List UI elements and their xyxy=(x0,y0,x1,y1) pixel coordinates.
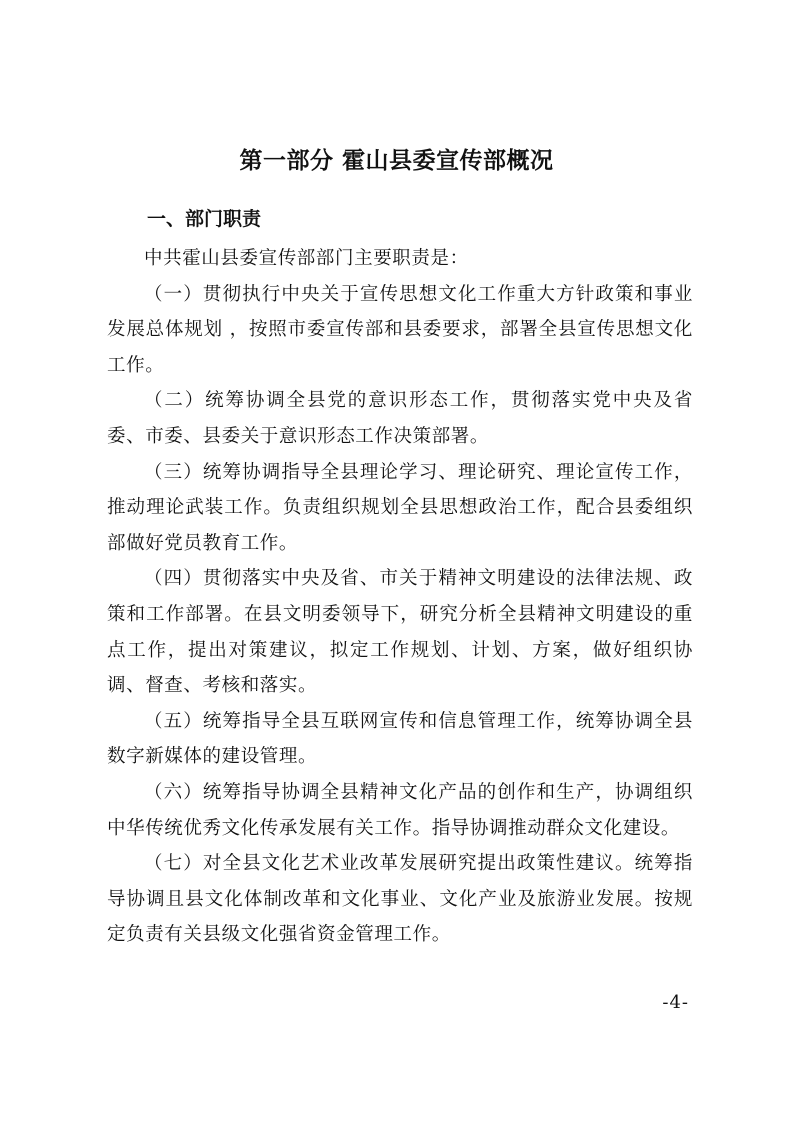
body-text xyxy=(107,241,693,953)
paragraph-duty-2: （二）统筹协调全县党的意识形态工作，贯彻落实党中央及省委、市委、县委关于意识形态工作决策部署。 xyxy=(107,390,693,447)
paragraph-intro: 中共霍山县委宣传部部门主要职责是： xyxy=(144,248,469,269)
document-title: 第一部分 霍山县委宣传部概况 xyxy=(239,147,554,174)
page-number: -4- xyxy=(662,992,689,1013)
paragraph-duty-5: （五）统筹指导全县互联网宣传和信息管理工作，统筹协调全县数字新媒体的建设管理。 xyxy=(107,710,693,768)
paragraph-duty-7: （七）对全县文化艺术业改革发展研究提出政策性建议。统筹指导协调且县文化体制改革和文化事业、文化产业及旅游业发展。按规定负责有关县级文化强省资金管理工作。 xyxy=(107,853,693,946)
paragraph-duty-6: （六）统筹指导协调全县精神文化产品的创作和生产，协调组织中华传统优秀文化传承发展有关工作。指导协调推动群众文化建设。 xyxy=(107,781,693,839)
paragraph-duty-1: （一）贯彻执行中央关于宣传思想文化工作重大方针政策和事业发展总体规划 ，按照市委宣传部和县委要求，部署全县宣传思想文化工作。 xyxy=(107,283,693,376)
paragraph-duty-4: （四）贯彻落实中央及省、市关于精神文明建设的法律法规、政策和工作部署。在县文明委领导下，研究分析全县精神文明建设的重点工作，提出对策建议，拟定工作规划、计划、方案，做好组织协调、督查、考核和落实。 xyxy=(107,568,693,697)
paragraph-duty-3: （三）统筹协调指导全县理论学习、理论研究、理论宣传工作，推动理论武装工作。负责组织规划全县思想政治工作，配合县委组织部做好党员教育工作。 xyxy=(107,461,693,554)
section-heading: 一、部门职责 xyxy=(147,208,262,230)
